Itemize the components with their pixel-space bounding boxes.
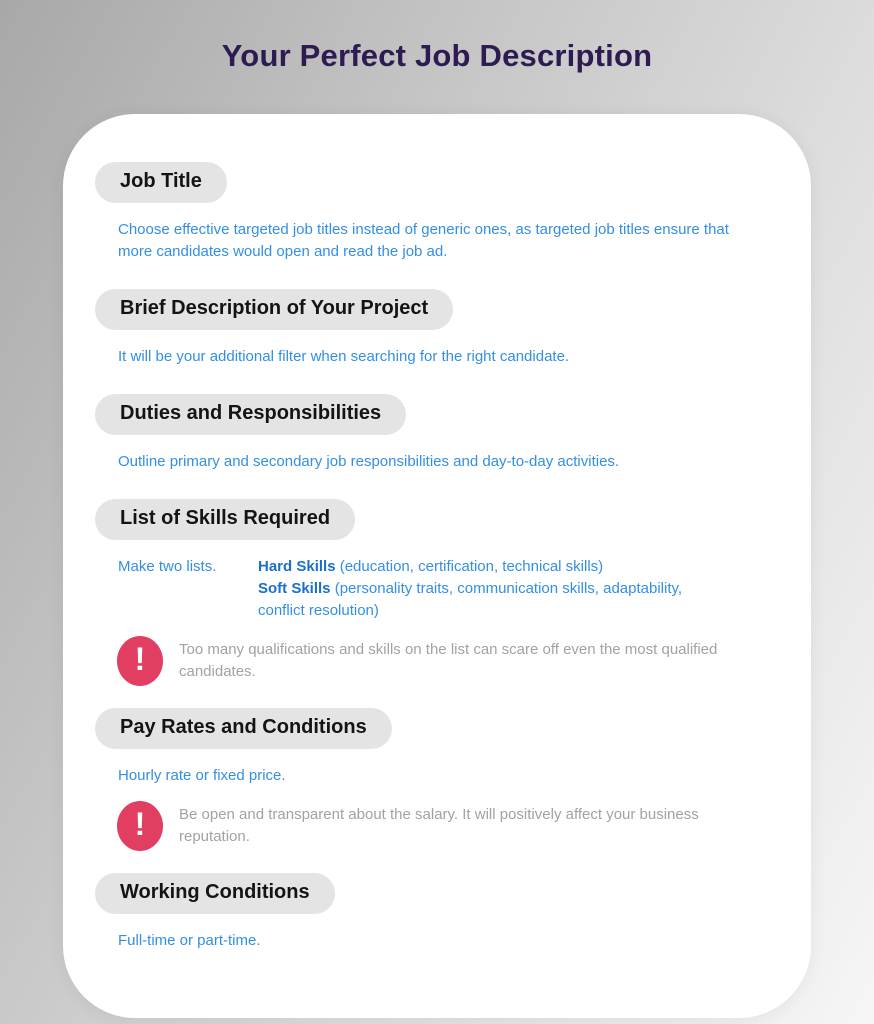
skill-line-soft <box>258 578 726 622</box>
skills-row <box>118 556 777 622</box>
skill-detail-soft: (personality traits, communication skills, adaptability, conflict resolution) <box>258 580 683 620</box>
warning-text: Be open and transparent about the salary. It will positively affect your business reputation. <box>179 806 699 846</box>
section-pill-job-title <box>95 162 227 203</box>
section-description: Hourly rate or fixed price. <box>118 767 286 785</box>
section-pill-pay-rates <box>95 708 392 749</box>
section-working-conditions <box>95 873 777 952</box>
skill-detail-hard: (education, certification, technical skills) <box>339 558 604 576</box>
section-label: Pay Rates and Conditions <box>120 716 367 739</box>
exclamation-icon: ! <box>117 636 163 686</box>
exclamation-icon: ! <box>117 801 163 851</box>
section-description: Full-time or part-time. <box>118 932 261 950</box>
section-brief-description <box>95 289 777 368</box>
section-duties <box>95 394 777 473</box>
section-pill-working-conditions <box>95 873 335 914</box>
page-title: Your Perfect Job Description <box>221 38 653 73</box>
section-pay-rates <box>95 708 777 851</box>
section-label: Job Title <box>120 170 202 192</box>
section-job-title <box>95 162 777 263</box>
skill-name-hard: Hard Skills <box>258 558 336 576</box>
section-pill-brief-description <box>95 289 453 330</box>
warning-text: Too many qualifications and skills on the list can scare off even the most qualified candidates. <box>179 641 718 681</box>
section-label: Duties and Responsibilities <box>120 402 382 425</box>
section-pill-skills <box>95 499 355 540</box>
section-pill-duties <box>95 394 406 435</box>
section-skills <box>95 499 777 686</box>
skills-list <box>258 556 726 622</box>
section-description: Outline primary and secondary job responsibilities and day-to-day activities. <box>118 453 620 471</box>
warning-skills <box>117 636 777 686</box>
skill-name-soft: Soft Skills <box>258 580 331 598</box>
section-label: Brief Description of Your Project <box>120 297 429 320</box>
content-card <box>63 114 811 1018</box>
section-label: List of Skills Required <box>120 507 331 530</box>
section-label: Working Conditions <box>120 881 310 904</box>
skills-intro: Make two lists. <box>118 558 217 576</box>
section-description: Choose effective targeted job titles instead of generic ones, as targeted job titles ensure that more candidates would open and read the job ad. <box>118 221 729 261</box>
section-description: It will be your additional filter when searching for the right candidate. <box>118 348 570 366</box>
warning-pay-rates <box>117 801 777 851</box>
skill-line-hard <box>258 556 726 578</box>
